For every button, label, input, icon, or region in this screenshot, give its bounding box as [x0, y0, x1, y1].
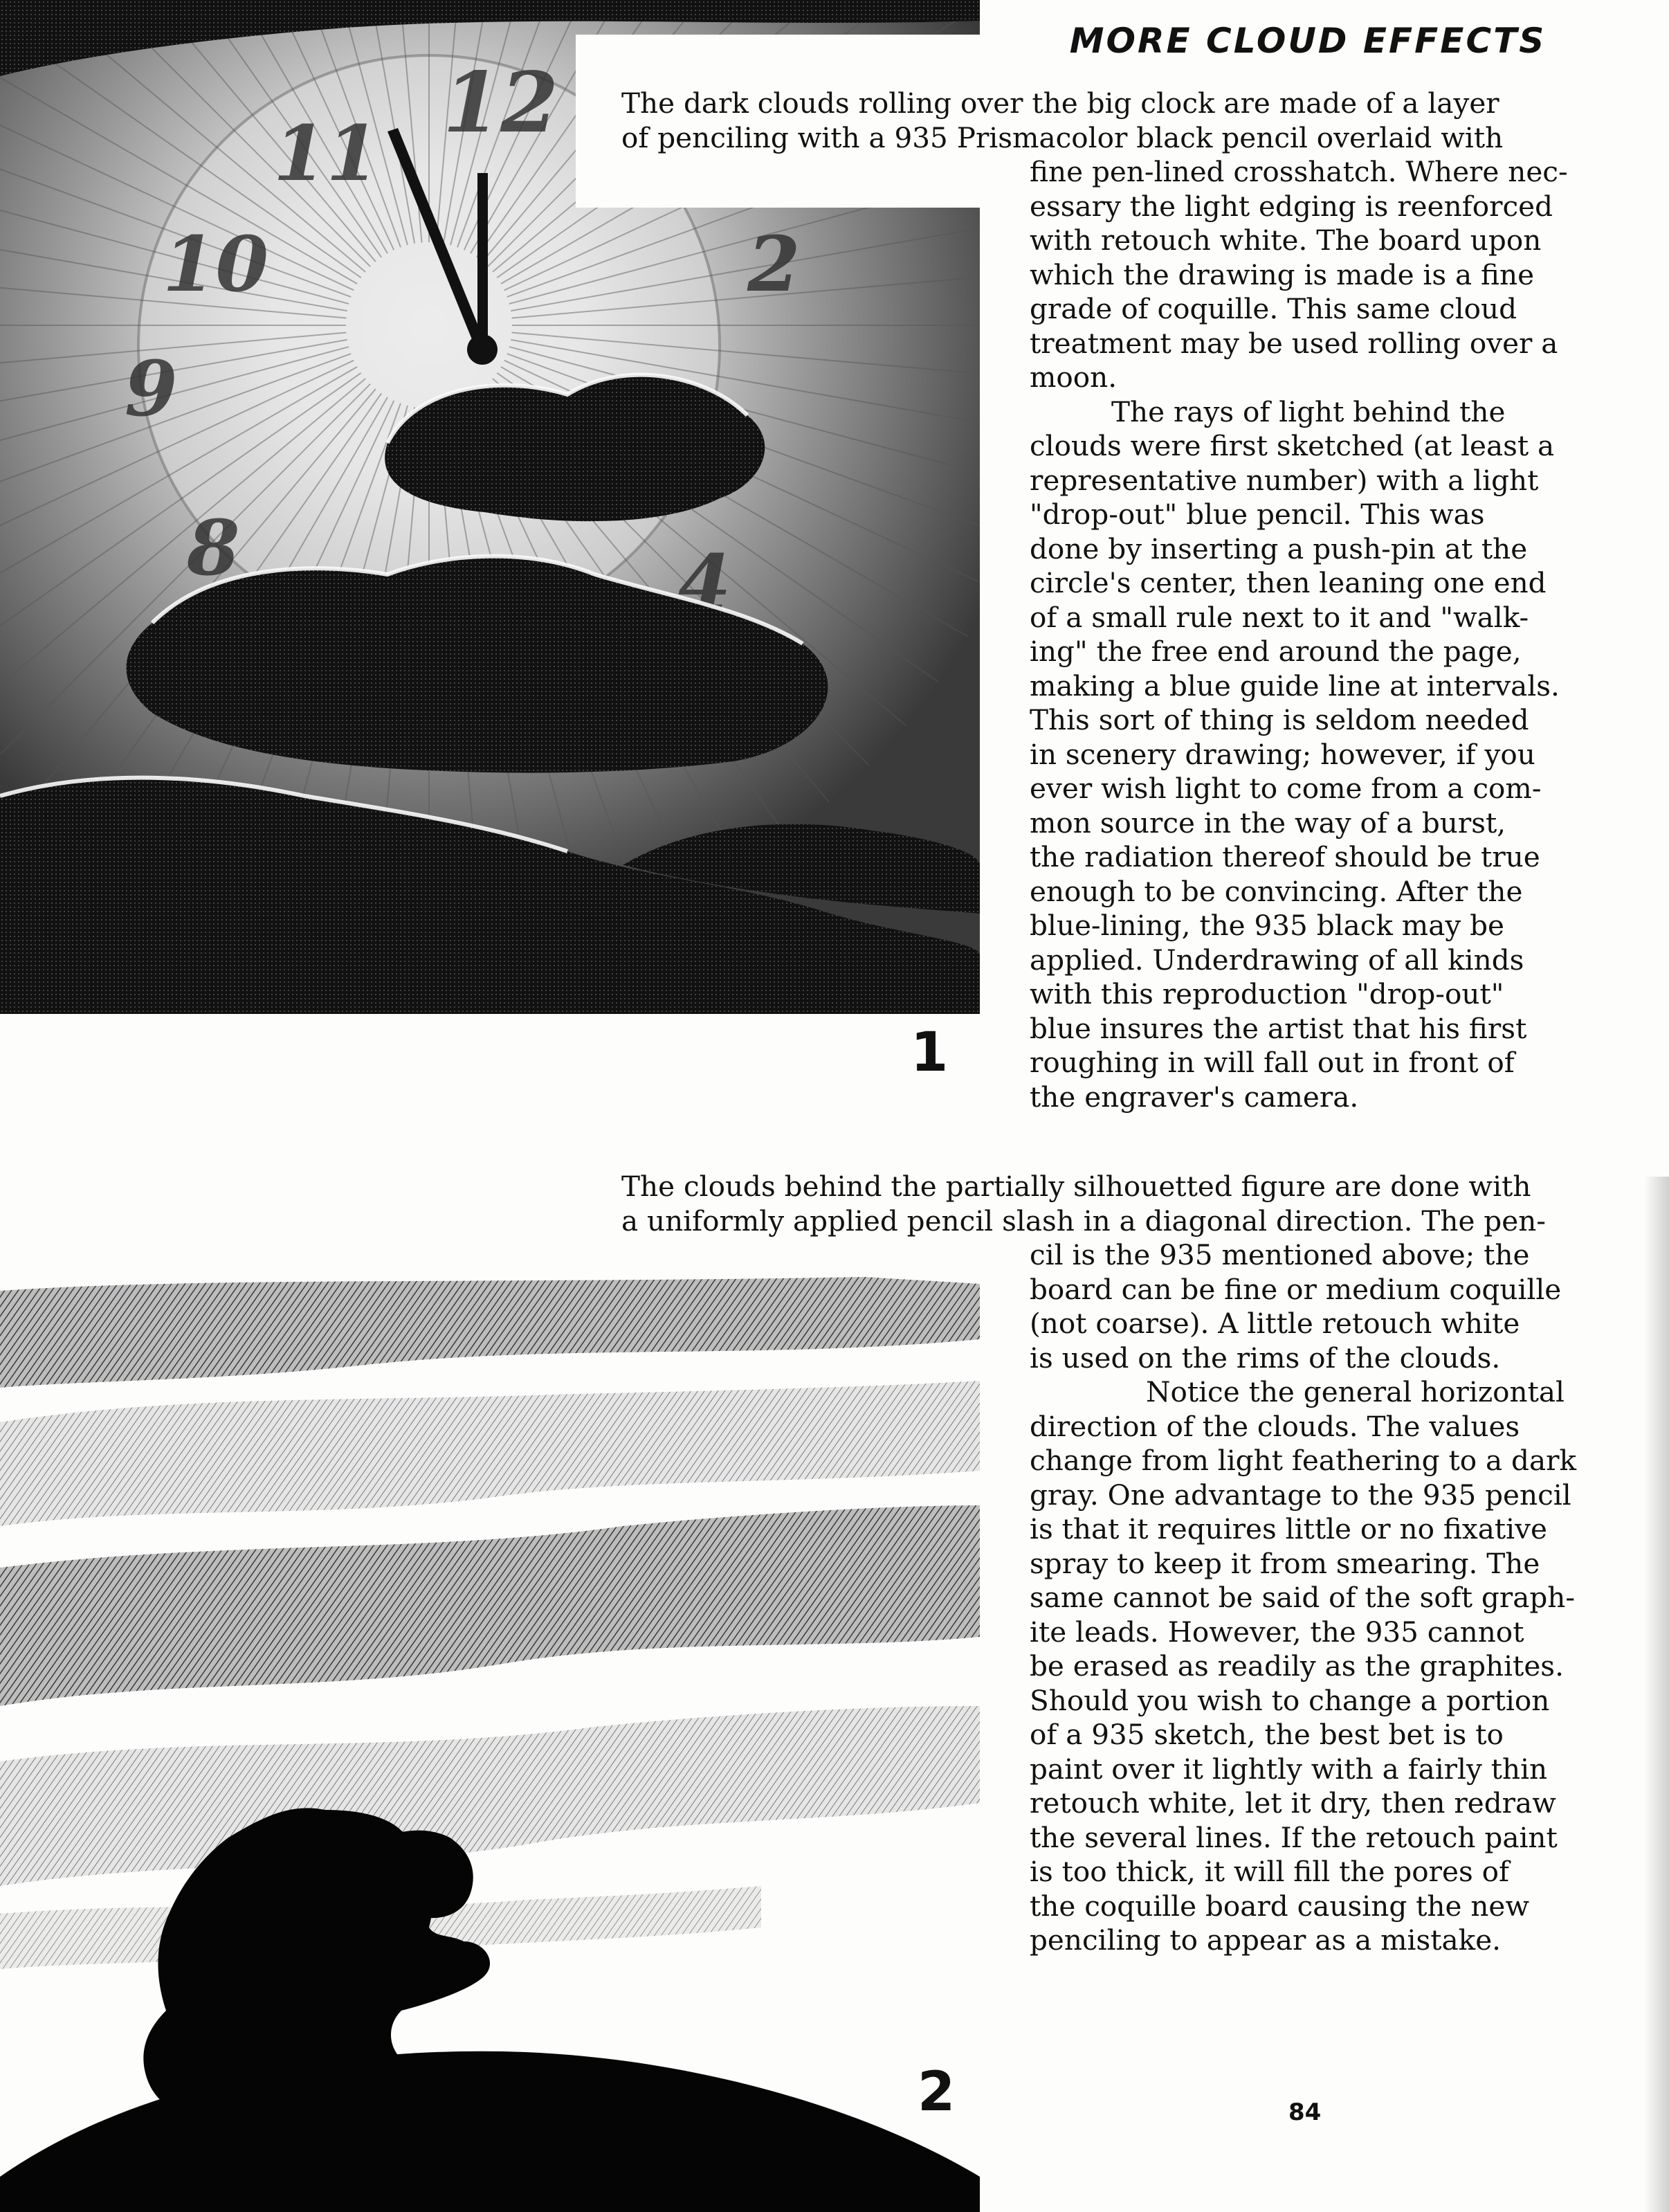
text-line: applied. Underdrawing of all kinds	[1030, 943, 1524, 977]
page-number: 84	[1288, 2098, 1322, 2126]
text-line: is used on the rims of the clouds.	[1030, 1341, 1501, 1375]
text-line: The dark clouds rolling over the big clock are made of a layer	[621, 87, 1499, 120]
text-line: which the drawing is made is a fine	[1030, 257, 1535, 291]
text-line: paint over it lightly with a fairly thin	[1030, 1752, 1548, 1786]
text-line: clouds were first sketched (at least a	[1030, 429, 1555, 462]
text-line: of a small rule next to it and "walk-	[1030, 600, 1529, 634]
text-line: penciling to appear as a mistake.	[1030, 1923, 1502, 1957]
clock-numeral-12: 12	[443, 54, 558, 152]
text-line: direction of the clouds. The values	[1030, 1409, 1520, 1443]
text-line: cil is the 935 mentioned above; the	[1030, 1238, 1530, 1271]
text-line: This sort of thing is seldom needed	[1030, 703, 1529, 736]
text-line: The rays of light behind the	[1111, 395, 1506, 428]
text-line: spray to keep it from smearing. The	[1030, 1546, 1540, 1580]
text-line: Notice the general horizontal	[1146, 1375, 1565, 1408]
text-line: roughing in will fall out in front of	[1030, 1046, 1515, 1079]
clock-numeral-10: 10	[163, 219, 269, 309]
text-line: board can be fine or medium coquille	[1030, 1272, 1562, 1306]
text-line: grade of coquille. This same cloud	[1030, 292, 1517, 325]
text-line: gray. One advantage to the 935 pencil	[1030, 1478, 1571, 1512]
text-line: ever wish light to come from a com-	[1030, 772, 1542, 805]
text-line: the coquille board causing the new	[1030, 1889, 1530, 1923]
clock-numeral-9: 9	[125, 344, 178, 433]
text-line: of penciling with a 935 Prismacolor black pencil overlaid with	[621, 120, 1504, 154]
text-line: fine pen-lined crosshatch. Where nec-	[1030, 155, 1568, 188]
text-line: is too thick, it will fill the pores of	[1030, 1855, 1509, 1888]
figure-number-1: 1	[911, 1022, 949, 1084]
clock-numeral-4: 4	[678, 538, 731, 627]
text-line: moon.	[1030, 361, 1118, 394]
text-line: blue insures the artist that his first	[1030, 1011, 1527, 1045]
text-line: done by inserting a push-pin at the	[1030, 532, 1528, 565]
text-line: be erased as readily as the graphites.	[1030, 1649, 1564, 1683]
text-line: circle's center, then leaning one end	[1030, 566, 1547, 599]
text-line: enough to be convincing. After the	[1030, 874, 1523, 908]
text-line: essary the light edging is reenforced	[1030, 189, 1553, 223]
text-line: the several lines. If the retouch paint	[1030, 1820, 1558, 1854]
text-line: Should you wish to change a portion	[1030, 1683, 1550, 1717]
text-line: representative number) with a light	[1030, 463, 1539, 497]
kneeling-figure-illustration	[0, 1277, 980, 2212]
text-line: with retouch white. The board upon	[1030, 224, 1542, 257]
text-line: blue-lining, the 935 black may be	[1030, 909, 1505, 942]
text-line: ing" the free end around the page,	[1030, 635, 1522, 668]
text-line: "drop-out" blue pencil. This was	[1030, 498, 1485, 531]
figure-number-2: 2	[918, 2061, 956, 2123]
text-line: retouch white, let it dry, then redraw	[1030, 1786, 1556, 1820]
text-line: change from light feathering to a dark	[1030, 1444, 1576, 1477]
text-line: the engraver's camera.	[1030, 1080, 1359, 1114]
text-line: a uniformly applied pencil slash in a diagonal direction. The pen-	[621, 1204, 1546, 1238]
text-line: in scenery drawing; however, if you	[1030, 737, 1535, 771]
clock-numeral-8: 8	[187, 503, 240, 592]
page-title: MORE CLOUD EFFECTS	[1069, 21, 1547, 61]
text-line: treatment may be used rolling over a	[1030, 326, 1558, 360]
clock-numeral-2: 2	[747, 219, 801, 309]
text-line: mon source in the way of a burst,	[1030, 806, 1506, 840]
text-line: ite leads. However, the 935 cannot	[1030, 1615, 1524, 1649]
text-line: making a blue guide line at intervals.	[1030, 669, 1560, 702]
text-line: with this reproduction "drop-out"	[1030, 977, 1504, 1010]
text-line: (not coarse). A little retouch white	[1030, 1307, 1520, 1340]
text-line: the radiation thereof should be true	[1030, 840, 1540, 873]
clock-numeral-11: 11	[273, 109, 380, 198]
text-line: of a 935 sketch, the best bet is to	[1030, 1718, 1504, 1751]
text-line: same cannot be said of the soft graph-	[1030, 1581, 1576, 1614]
text-line: is that it requires little or no fixative	[1030, 1512, 1547, 1545]
text-line: The clouds behind the partially silhouetted figure are done with	[621, 1170, 1531, 1203]
page-binding-shadow	[1644, 1177, 1669, 2212]
